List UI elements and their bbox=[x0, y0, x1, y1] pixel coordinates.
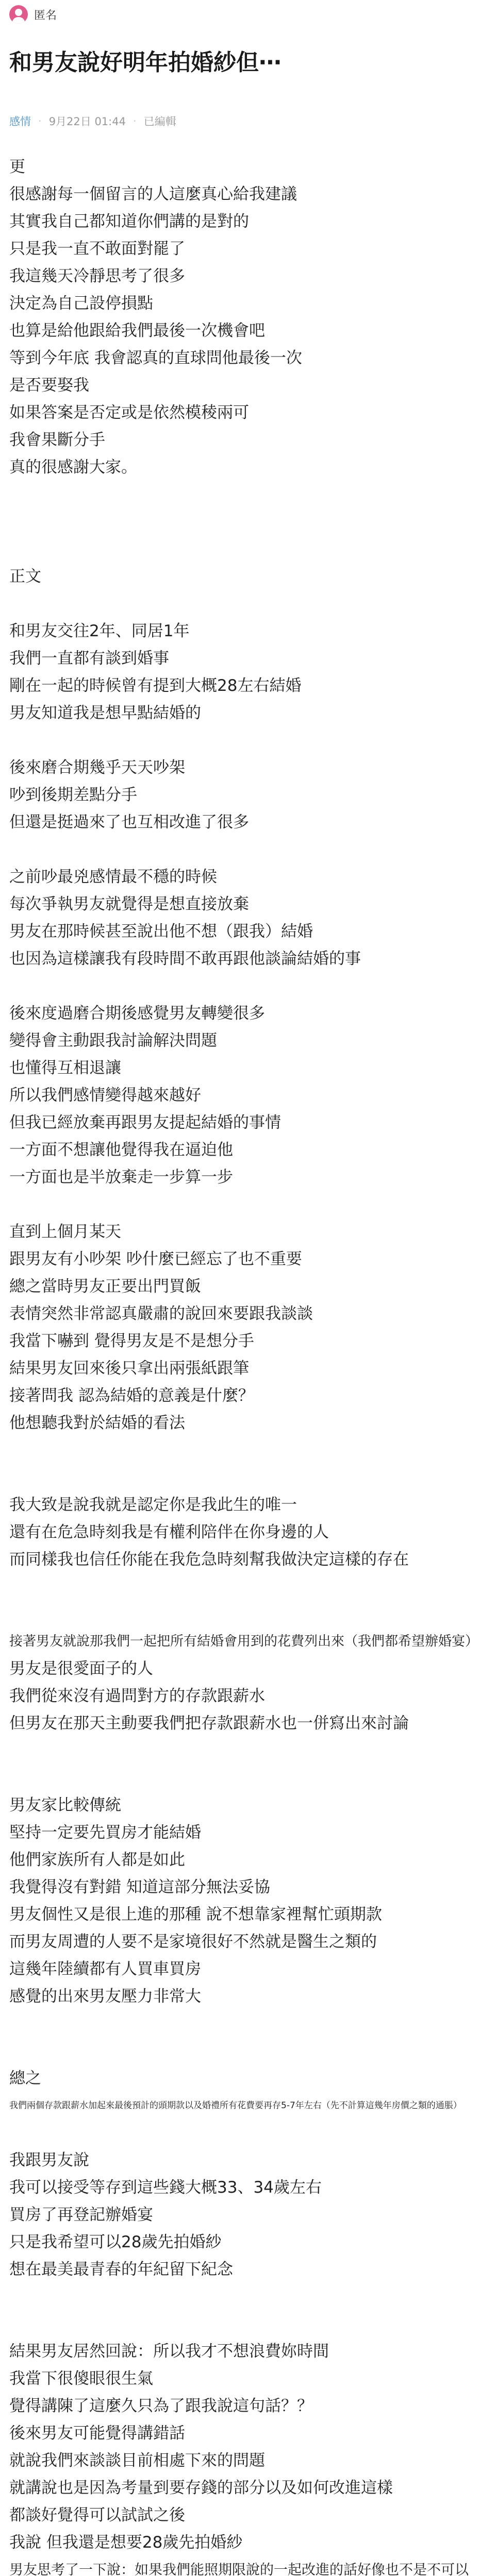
blank-line bbox=[9, 481, 484, 509]
content-line: 表情突然非常認真嚴肅的說回來要跟我談談 bbox=[9, 1304, 313, 1323]
content-line: 我這幾天冷靜思考了很多 bbox=[9, 267, 185, 285]
blank-line bbox=[9, 1601, 484, 1628]
content-line: 變得會主動跟我討論解決問題 bbox=[9, 1031, 217, 1050]
blank-line bbox=[9, 1464, 484, 1492]
content-line: 後來磨合期幾乎天天吵架 bbox=[9, 758, 185, 777]
content-line: 我們一直都有談到婚事 bbox=[9, 649, 169, 668]
content-line: 所以我們感情變得越來越好 bbox=[9, 1086, 201, 1105]
content-line: 跟男友有小吵架 吵什麼已經忘了也不重要 bbox=[9, 1250, 302, 1268]
content-line: 一方面不想讓他覺得我在逼迫他 bbox=[9, 1141, 233, 1159]
content-line: 感覺的出來男友壓力非常大 bbox=[9, 1987, 201, 2006]
blank-line bbox=[9, 590, 484, 618]
content-line: 很感謝每一個留言的人這麼真心給我建議 bbox=[9, 185, 297, 204]
content-line: 還有在危急時刻我是有權利陪伴在你身邊的人 bbox=[9, 1523, 329, 1541]
content-line: 剛在一起的時候曾有提到大概28左右結婚 bbox=[9, 676, 302, 695]
content-line: 這幾年陸續都有人買車買房 bbox=[9, 1960, 201, 1978]
content-line: 正文 bbox=[9, 567, 41, 586]
blank-line bbox=[9, 536, 484, 563]
content-line: 他們家族所有人都是如此 bbox=[9, 1851, 185, 1869]
content-line: 每次爭執男友就覺得是想直接放棄 bbox=[9, 895, 249, 913]
content-line: 男友個性又是很上進的那種 說不想靠家裡幫忙頭期款 bbox=[9, 1905, 382, 1924]
content-line: 和男友交往2年、同居1年 bbox=[9, 622, 190, 640]
content-line: 接著問我 認為結婚的意義是什麼？ bbox=[9, 1386, 254, 1405]
content-line: 我當下嚇到 覺得男友是不是想分手 bbox=[9, 1332, 254, 1350]
content-line: 也因為這樣讓我有段時間不敢再跟他談論結婚的事 bbox=[9, 950, 361, 968]
content-line: 直到上個月某天 bbox=[9, 1223, 121, 1241]
content-line: 覺得講陳了這麼久只為了跟我說這句話？？ bbox=[9, 2397, 313, 2415]
content-line: 接著男友就說那我們一起把所有結婚會用到的花費列出來（我們都希望辦婚宴） bbox=[9, 1634, 479, 1649]
blank-line bbox=[9, 1765, 484, 1792]
blank-line bbox=[9, 1191, 484, 1218]
author-row[interactable] bbox=[9, 4, 57, 25]
content-line: 總之當時男友正要出門買飯 bbox=[9, 1277, 201, 1296]
content-line: 但我已經放棄再跟男友提起結婚的事情 bbox=[9, 1113, 281, 1132]
content-line: 我可以接受等存到這些錢大概33、34歲左右 bbox=[9, 2178, 322, 2197]
content-line: 總之 bbox=[9, 2069, 41, 2088]
content-line: 更 bbox=[9, 158, 25, 176]
blank-line bbox=[9, 2120, 484, 2147]
post-meta bbox=[9, 113, 176, 129]
content-line: 而同樣我也信任你能在我危急時刻幫我做決定這樣的存在 bbox=[9, 1550, 409, 1569]
content-line: 想在最美最青春的年紀留下紀念 bbox=[9, 2260, 233, 2279]
content-line: 是否要娶我 bbox=[9, 376, 89, 395]
content-line: 堅持一定要先買房才能結婚 bbox=[9, 1823, 201, 1842]
author-name: 匿名 bbox=[34, 9, 57, 22]
blank-line bbox=[9, 2038, 484, 2065]
blank-line bbox=[9, 2283, 484, 2311]
content-line: 吵到後期差點分手 bbox=[9, 786, 137, 804]
blank-line bbox=[9, 1573, 484, 1601]
content-line: 但還是挺過來了也互相改進了很多 bbox=[9, 813, 249, 832]
content-line: 我覺得沒有對錯 知道這部分無法妥協 bbox=[9, 1878, 270, 1896]
content-line: 後來男友可能覺得講錯話 bbox=[9, 2424, 185, 2443]
content-line: 也算是給他跟給我們最後一次機會吧 bbox=[9, 321, 265, 340]
content-line: 男友知道我是想早點結婚的 bbox=[9, 704, 201, 722]
content-line: 他想聽我對於結婚的看法 bbox=[9, 1414, 185, 1432]
content-line: 男友家比較傳統 bbox=[9, 1796, 121, 1815]
content-line: 我會果斷分手 bbox=[9, 431, 105, 449]
content-line: 我說 但我還是想要28歲先拍婚紗 bbox=[9, 2533, 243, 2552]
content-line: 等到今年底 我會認真的直球問他最後一次 bbox=[9, 349, 302, 367]
content-line: 也懂得互相退讓 bbox=[9, 1059, 121, 1077]
blank-line bbox=[9, 973, 484, 1000]
blank-line bbox=[9, 1737, 484, 1765]
content-line: 後來度過磨合期後感覺男友轉變很多 bbox=[9, 1004, 265, 1023]
content-line: 我當下很傻眼很生氣 bbox=[9, 2369, 153, 2388]
content-line: 我跟男友說 bbox=[9, 2151, 89, 2170]
content-line: 都談好覺得可以試試之後 bbox=[9, 2506, 185, 2524]
blank-line bbox=[9, 509, 484, 536]
content-line: 一方面也是半放棄走一步算一步 bbox=[9, 1168, 233, 1187]
content-line: 我們從來沒有過問對方的存款跟薪水 bbox=[9, 1687, 265, 1705]
content-line: 我們兩個存款跟薪水加起來最後預計的頭期款以及婚禮所有花費要再存5-7年左右（先不計算這幾年房價之類的通脹） bbox=[9, 2100, 462, 2111]
content-line: 男友在那時候甚至說出他不想（跟我）結婚 bbox=[9, 922, 313, 941]
meta-separator: · bbox=[133, 115, 137, 127]
content-line: 買房了再登記辦婚宴 bbox=[9, 2206, 153, 2224]
content-line: 結果男友居然回說：所以我才不想浪費妳時間 bbox=[9, 2342, 329, 2361]
blank-line bbox=[9, 727, 484, 754]
content-line: 但男友在那天主動要我們把存款跟薪水也一併寫出來討論 bbox=[9, 1714, 409, 1733]
blank-line bbox=[9, 1437, 484, 1464]
blank-line bbox=[9, 2010, 484, 2038]
blank-line bbox=[9, 2311, 484, 2338]
content-line: 而男友周遭的人要不是家境很好不然就是醫生之類的 bbox=[9, 1933, 377, 1951]
edited-label: 已編輯 bbox=[143, 115, 176, 128]
post-content bbox=[9, 154, 484, 2576]
content-line: 之前吵最兇感情最不穩的時候 bbox=[9, 868, 217, 886]
content-line: 如果答案是否定或是依然模稜兩可 bbox=[9, 403, 249, 422]
content-line: 我大致是說我就是認定你是我此生的唯一 bbox=[9, 1496, 297, 1514]
anonymous-avatar-icon bbox=[9, 5, 28, 24]
content-line: 男友是很愛面子的人 bbox=[9, 1659, 153, 1678]
content-line: 男友思考了一下說：如果我們能照期限說的一起改進的話好像也不是不可以 bbox=[9, 2562, 469, 2576]
post-date: 9月22日 01:44 bbox=[48, 115, 126, 128]
blank-line bbox=[9, 836, 484, 863]
content-line: 真的很感謝大家。 bbox=[9, 458, 137, 477]
content-line: 就說我們來談談目前相處下來的問題 bbox=[9, 2451, 265, 2470]
content-line: 只是我希望可以28歲先拍婚紗 bbox=[9, 2233, 222, 2251]
content-line: 就講說也是因為考量到要存錢的部分以及如何改進這樣 bbox=[9, 2479, 393, 2497]
content-line: 其實我自己都知道你們講的是對的 bbox=[9, 212, 249, 231]
meta-separator: · bbox=[38, 115, 42, 127]
content-line: 結果男友回來後只拿出兩張紙跟筆 bbox=[9, 1359, 249, 1378]
board-link[interactable]: 感情 bbox=[9, 115, 31, 128]
content-line: 只是我一直不敢面對罷了 bbox=[9, 240, 185, 258]
post-title: 和男友說好明年拍婚紗但⋯ bbox=[9, 49, 282, 76]
content-line: 決定為自己設停損點 bbox=[9, 294, 153, 313]
